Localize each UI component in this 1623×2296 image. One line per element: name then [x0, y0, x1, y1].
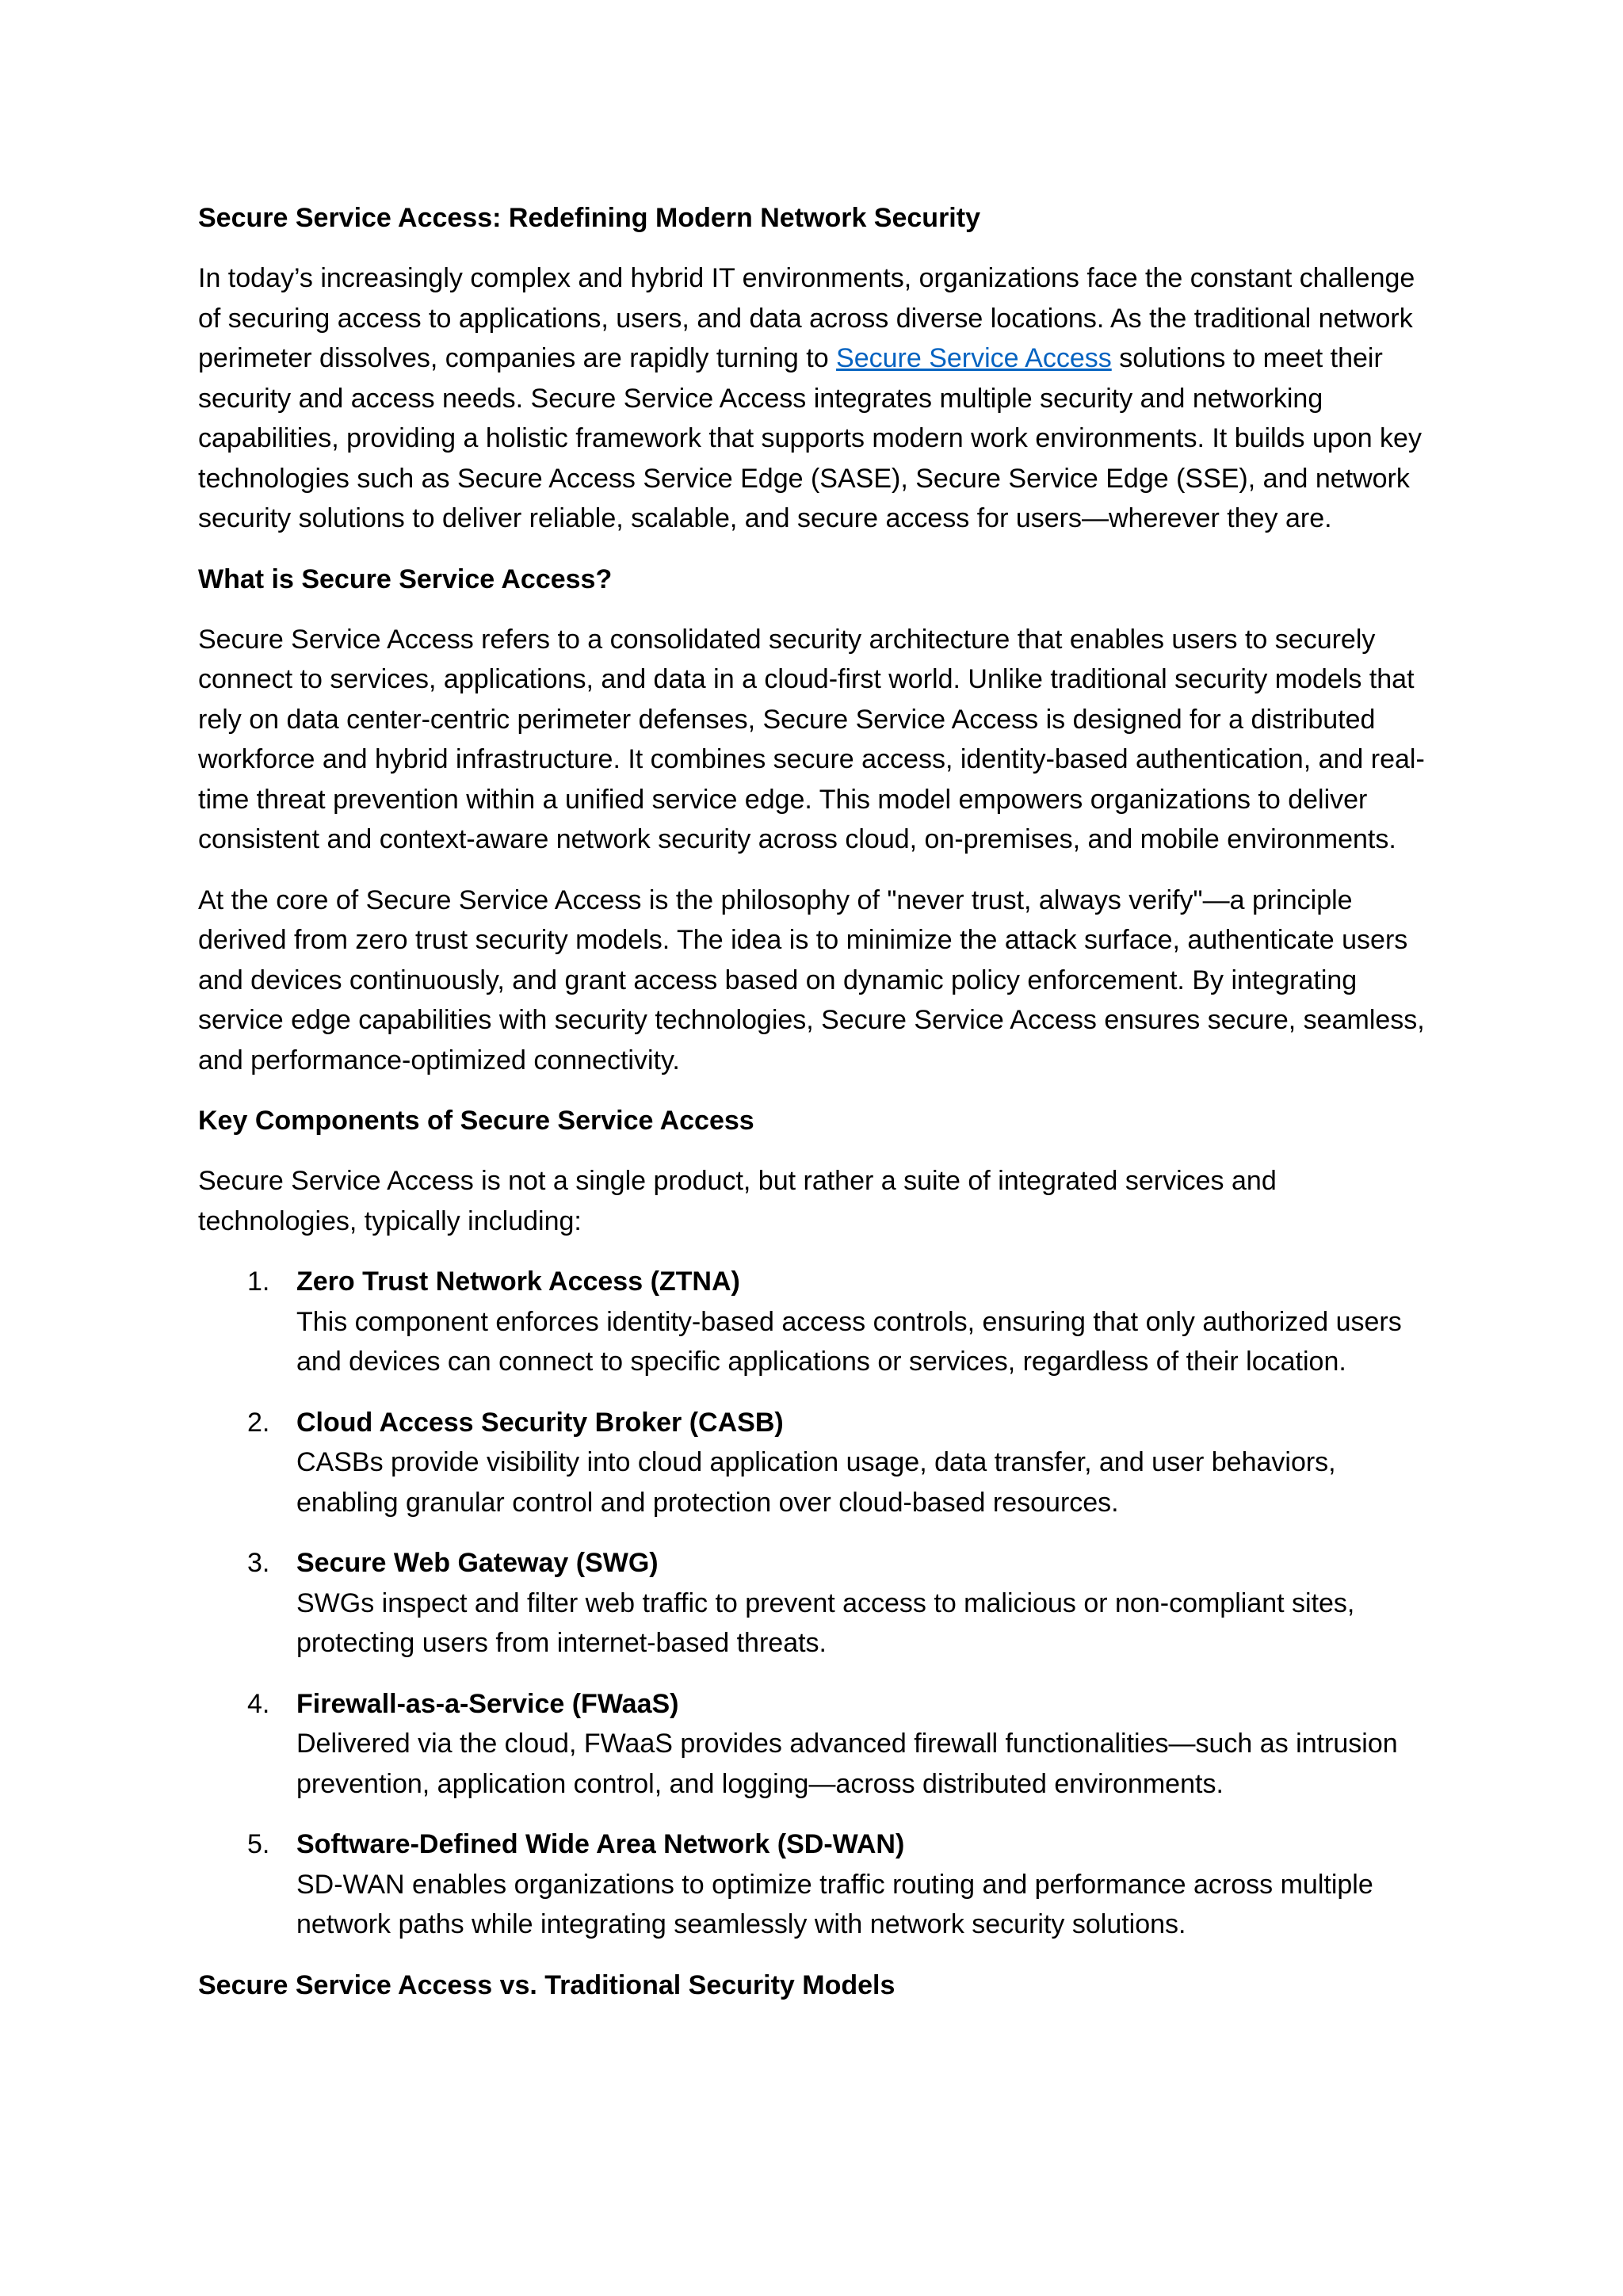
list-item-title: Secure Web Gateway (SWG)	[296, 1548, 659, 1578]
list-item-number: 1.	[247, 1266, 270, 1297]
list-item-description: SWGs inspect and filter web traffic to prevent access to malicious or non-compliant sites, protecting users from internet-based threats.	[296, 1587, 1355, 1658]
list-item-number: 5.	[247, 1829, 270, 1859]
section-heading-what-is: What is Secure Service Access?	[198, 563, 613, 594]
secure-service-access-link[interactable]: Secure Service Access	[836, 343, 1112, 373]
intro-text-after-link: solutions to meet their security and access needs. Secure Service Access integrates multiple security and networking capabilities, providing a holistic framework that supports modern work environments. It builds upon key technologies such as Secure Access Service Edge (SASE), Secure Service Edge (SSE), and network security solutions to deliver reliable, scalable, and secure access for users—wherever they are.	[198, 343, 1422, 533]
list-item-description: CASBs provide visibility into cloud application usage, data transfer, and user behaviors, enabling granular control and protection over cloud-based resources.	[296, 1447, 1336, 1518]
list-item-number: 3.	[247, 1548, 270, 1578]
document-title: Secure Service Access: Redefining Modern Network Security	[198, 203, 980, 233]
list-item-title: Firewall-as-a-Service (FWaaS)	[296, 1688, 679, 1719]
components-list	[198, 1262, 1434, 1945]
list-item	[198, 1403, 1434, 1523]
intro-text-before-link: In today’s increasingly complex and hybrid IT environments, organizations face the constant challenge of securing access to applications, users, and data across diverse locations. As the traditional network perimeter dissolves, companies are rapidly turning to	[198, 263, 1415, 373]
list-item-description: This component enforces identity-based access controls, ensuring that only authorized users and devices can connect to specific applications or services, regardless of their location.	[296, 1306, 1402, 1377]
list-item-title: Software-Defined Wide Area Network (SD-WAN)	[296, 1829, 905, 1859]
document-page	[198, 198, 1434, 2026]
section-heading-key-components: Key Components of Secure Service Access	[198, 1106, 754, 1136]
list-item	[198, 1684, 1434, 1805]
list-item	[198, 1262, 1434, 1382]
key-components-intro: Secure Service Access is not a single product, but rather a suite of integrated services and technologies, typically including:	[198, 1166, 1277, 1236]
list-item	[198, 1824, 1434, 1945]
section-heading-vs-traditional: Secure Service Access vs. Traditional Security Models	[198, 1969, 896, 2000]
list-item-description: Delivered via the cloud, FWaaS provides advanced firewall functionalities—such as intrusion prevention, application control, and logging—across distributed environments.	[296, 1729, 1398, 1799]
list-item-number: 2.	[247, 1407, 270, 1438]
list-item	[198, 1543, 1434, 1664]
list-item-number: 4.	[247, 1688, 270, 1719]
list-item-title: Cloud Access Security Broker (CASB)	[296, 1407, 784, 1438]
intro-paragraph	[198, 258, 1434, 539]
what-is-paragraph-1: Secure Service Access refers to a consolidated security architecture that enables users to securely connect to services, applications, and data in a cloud-first world. Unlike traditional security models that rely on data center-centric perimeter defenses, Secure Service Access is designed for a distributed workforce and hybrid infrastructure. It combines secure access, identity-based authentication, and real-time threat prevention within a unified service edge. This model empowers organizations to deliver consistent and context-aware network security across cloud, on-premises, and mobile environments.	[198, 624, 1425, 854]
list-item-description: SD-WAN enables organizations to optimize traffic routing and performance across multiple network paths while integrating seamlessly with network security solutions.	[296, 1869, 1373, 1939]
list-item-title: Zero Trust Network Access (ZTNA)	[296, 1266, 740, 1297]
what-is-paragraph-2: At the core of Secure Service Access is the philosophy of "never trust, always verify"—a principle derived from zero trust security models. The idea is to minimize the attack surface, authenticate users and devices continuously, and grant access based on dynamic policy enforcement. By integrating service edge capabilities with security technologies, Secure Service Access ensures secure, seamless, and performance-optimized connectivity.	[198, 884, 1425, 1075]
